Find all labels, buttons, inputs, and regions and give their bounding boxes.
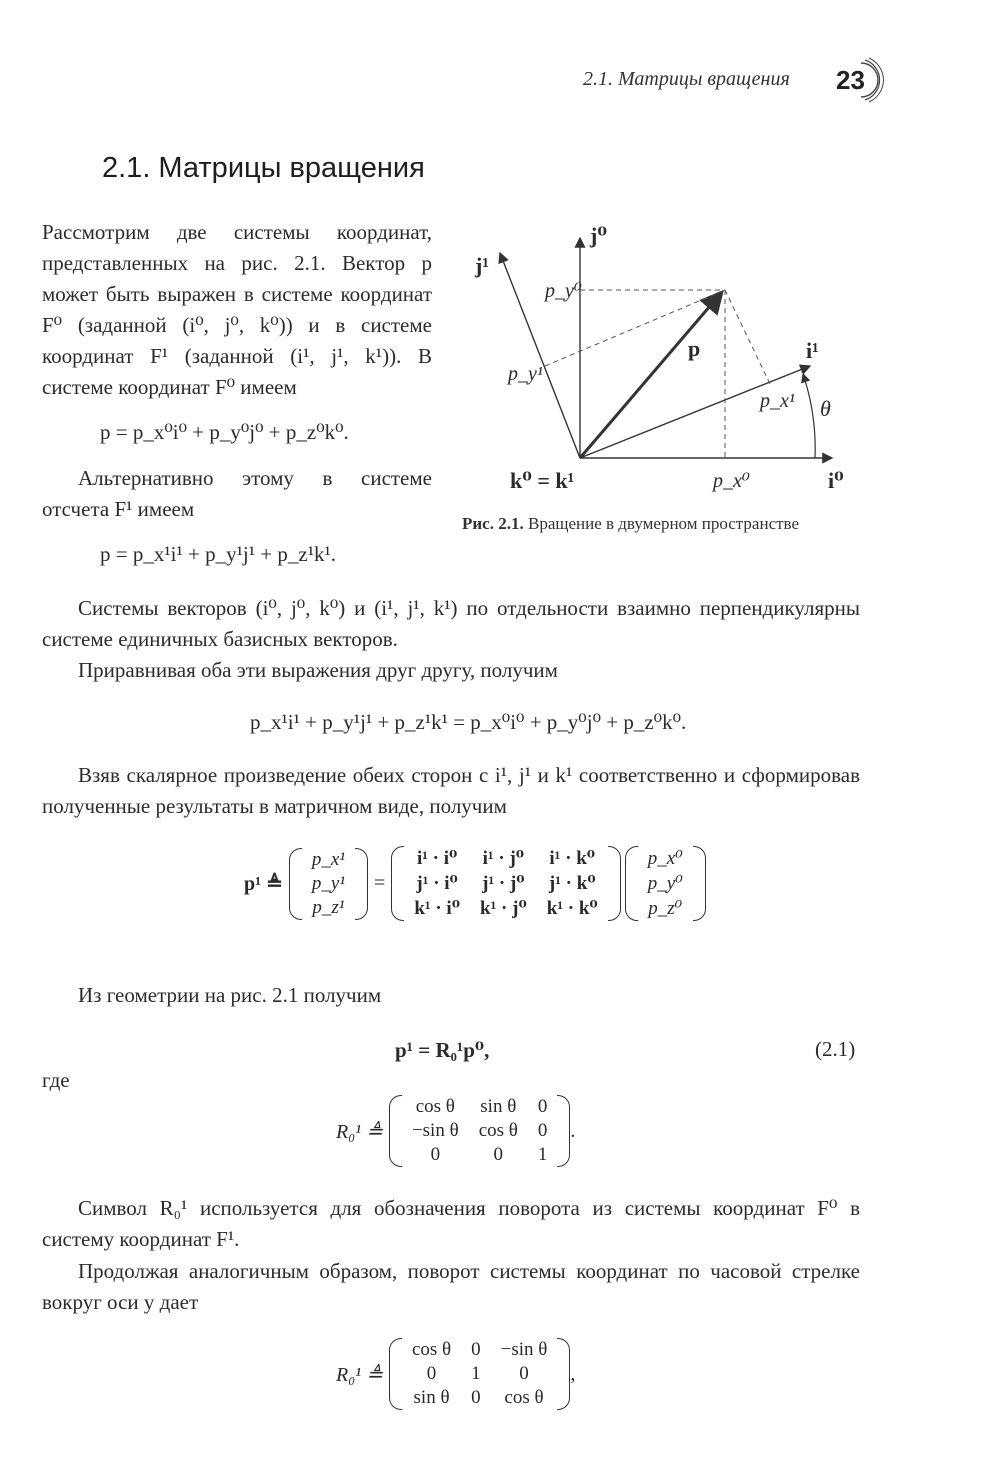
roty-lhs: R₀¹ ≜ [336, 1363, 383, 1386]
para-continue: Продолжая аналогичным образом, поворот системы координат по часовой стрелке вокруг оси y дает [42, 1259, 860, 1314]
rotz-cell: 0 [430, 1144, 441, 1165]
section-title: 2.1. Матрицы вращения [102, 152, 425, 184]
roty-cell: 0 [471, 1339, 481, 1360]
roty-cell: cos θ [504, 1387, 544, 1408]
running-title: 2.1. Матрицы вращения [583, 68, 790, 90]
rotz-lhs: R₀¹ ≜ [336, 1120, 383, 1143]
where-word: где [42, 1068, 70, 1092]
vec1-cell: p_y¹ [311, 872, 346, 894]
projection-px1 [725, 290, 770, 384]
intro-paragraph: Рассмотрим две системы координат, представленных на рис. 2.1. Вектор p может быть выражен в системе координат F⁰ (заданной (i⁰, j⁰, k⁰)) и в системе координат F¹ (заданной (i¹, j¹, k¹)). В системе координат F⁰ имеем [42, 220, 432, 399]
label-origin: k⁰ = k¹ [510, 468, 575, 493]
para-symbol: Символ R₀¹ используется для обозначения поворота из системы координат F⁰ в систему координат F¹. [42, 1196, 860, 1251]
caption-label: Рис. 2.1. [462, 514, 524, 533]
roty-cell: −sin θ [500, 1339, 548, 1360]
label-j1: j¹ [475, 253, 489, 278]
roty-cell: cos θ [411, 1339, 452, 1360]
vec0-cell: p_x⁰ [647, 848, 683, 869]
matrix-cell: k¹ · i⁰ [414, 898, 461, 919]
matrix-cell: j¹ · i⁰ [416, 873, 458, 894]
dot-product-matrix [391, 846, 620, 921]
page-number-badge [826, 55, 886, 105]
label-j0: j⁰ [590, 223, 607, 248]
rotz-trail: . [570, 1119, 576, 1142]
para-perpendicular: Системы векторов (i⁰, j⁰, k⁰) и (i¹, j¹, k¹) по отдельности взаимно перпендикулярны системе единичных базисных векторов. [42, 596, 860, 651]
label-i0: i⁰ [828, 468, 844, 493]
rotz-cell: −sin θ [411, 1120, 459, 1141]
equation-2-1: p¹ = R₀¹p⁰, [395, 1038, 490, 1062]
matrix-cell: j¹ · j⁰ [482, 873, 525, 894]
label-p: p [688, 336, 701, 361]
label-theta: θ [820, 396, 831, 421]
equation-equal: p_x¹i¹ + p_y¹j¹ + p_z¹k¹ = p_x⁰i⁰ + p_y⁰j⁰ + p_z⁰k⁰. [250, 710, 687, 734]
alt-paragraph: Альтернативно этому в системе отсчета F¹ имеем [42, 466, 432, 521]
label-px0: p_x⁰ [713, 470, 750, 492]
roty-cell: 0 [519, 1363, 529, 1384]
page-number: 23 [836, 65, 865, 95]
para-geometry: Из геометрии на рис. 2.1 получим [78, 983, 382, 1007]
equation-number: (2.1) [815, 1037, 856, 1061]
rotation-matrix-z [330, 1095, 575, 1167]
equals-sign: = [374, 872, 386, 894]
vec1-cell: p_z¹ [312, 896, 345, 918]
roty-cell: 0 [471, 1387, 481, 1408]
figure-caption [462, 514, 799, 534]
rotz-cell: cos θ [415, 1096, 455, 1117]
label-py1: p_y¹ [508, 363, 543, 385]
vec0-cell: p_z⁰ [648, 898, 683, 919]
rotation-matrix-y [330, 1338, 575, 1410]
label-i1: i¹ [806, 338, 819, 363]
figure-rotation-2d [470, 218, 870, 518]
label-px1: p_x¹ [760, 390, 795, 412]
matrix-lhs: p¹ ≜ [244, 873, 283, 895]
matrix-cell: i¹ · j⁰ [482, 848, 525, 869]
roty-cell: sin θ [413, 1387, 450, 1408]
para-scalar: Взяв скалярное произведение обеих сторон с i¹, j¹ и k¹ соответственно и сформировав полученные результаты в матричном виде, получим [42, 763, 860, 818]
para-equate: Приравнивая оба эти выражения друг другу, получим [78, 658, 558, 682]
vec1-cell: p_x¹ [311, 848, 346, 870]
roty-cell: 1 [471, 1363, 481, 1384]
equation-p-frame0: p = p_x⁰i⁰ + p_y⁰j⁰ + p_z⁰k⁰. [100, 420, 349, 444]
roty-matrix [389, 1338, 570, 1410]
rotz-cell: 0 [493, 1144, 504, 1165]
vector-p0 [625, 846, 706, 921]
rotz-matrix [389, 1095, 570, 1167]
label-py0: p_y⁰ [545, 280, 582, 302]
theta-arc [803, 374, 815, 458]
roty-trail: , [570, 1362, 576, 1385]
rotz-cell: cos θ [478, 1120, 518, 1141]
rotz-cell: sin θ [480, 1096, 517, 1117]
matrix-cell: i¹ · i⁰ [416, 848, 458, 869]
roty-cell: 0 [426, 1363, 437, 1384]
vector-p1 [289, 848, 368, 920]
matrix-cell: k¹ · j⁰ [480, 898, 527, 919]
matrix-cell: j¹ · k⁰ [548, 873, 596, 894]
matrix-cell: k¹ · k⁰ [546, 898, 598, 919]
matrix-equation [238, 846, 706, 921]
rotz-cell: 1 [537, 1144, 548, 1165]
rotz-cell: 0 [537, 1120, 548, 1141]
rotz-cell: 0 [537, 1096, 548, 1117]
caption-text: Вращение в двумерном пространстве [527, 514, 800, 533]
matrix-cell: i¹ · k⁰ [549, 848, 596, 869]
vector-p [580, 292, 722, 458]
equation-p-frame1: p = p_x¹i¹ + p_y¹j¹ + p_z¹k¹. [100, 542, 337, 566]
vec0-cell: p_y⁰ [647, 873, 683, 894]
